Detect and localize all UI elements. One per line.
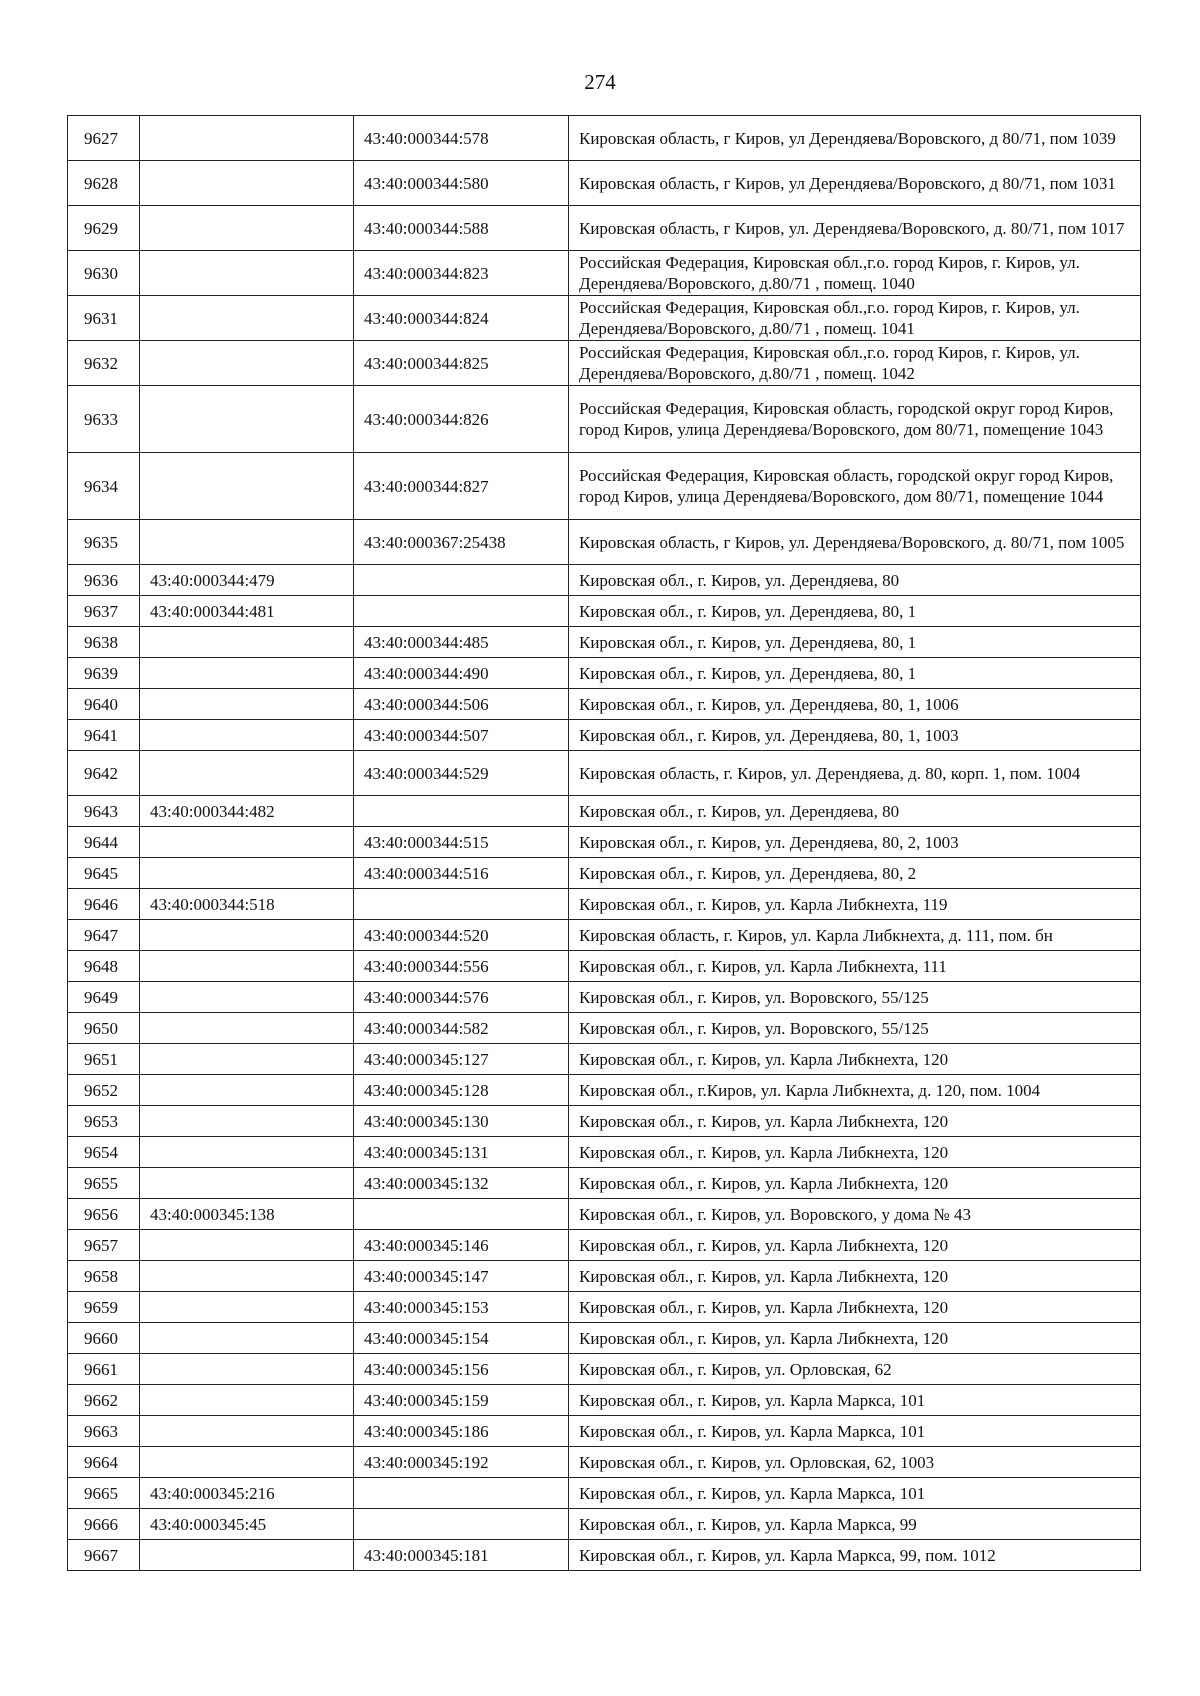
cadastral-number-a-cell [140,251,354,296]
cadastral-number-a-cell [140,1168,354,1199]
row-number-cell: 9646 [68,889,140,920]
table-row [68,520,1141,565]
table-row [68,951,1141,982]
row-number-cell: 9655 [68,1168,140,1199]
cadastral-number-b-cell: 43:40:000345:146 [354,1230,569,1261]
row-number-cell: 9653 [68,1106,140,1137]
table-row [68,1509,1141,1540]
cadastral-number-b-cell [354,1199,569,1230]
cadastral-number-a-cell [140,1261,354,1292]
cadastral-number-a-cell [140,1075,354,1106]
cadastral-number-b-cell: 43:40:000344:588 [354,206,569,251]
address-cell: Кировская обл., г. Киров, ул. Дерендяева, 80, 1 [569,658,1141,689]
table-row [68,206,1141,251]
address-cell: Кировская обл., г. Киров, ул. Дерендяева, 80, 1, 1003 [569,720,1141,751]
registry-table-body [68,116,1141,1571]
cadastral-number-b-cell: 43:40:000345:159 [354,1385,569,1416]
table-row [68,453,1141,520]
cadastral-number-b-cell: 43:40:000345:156 [354,1354,569,1385]
row-number-cell: 9633 [68,386,140,453]
cadastral-number-b-cell [354,796,569,827]
cadastral-number-a-cell: 43:40:000344:481 [140,596,354,627]
table-row [68,1199,1141,1230]
address-cell: Российская Федерация, Кировская область, городской округ город Киров, город Киров, улица Дерендяева/Воровского, дом 80/71, помещение 1044 [569,453,1141,520]
table-row [68,751,1141,796]
cadastral-number-b-cell: 43:40:000344:580 [354,161,569,206]
cadastral-number-a-cell: 43:40:000344:518 [140,889,354,920]
table-row [68,1044,1141,1075]
address-cell: Кировская обл., г. Киров, ул. Дерендяева, 80, 2 [569,858,1141,889]
address-cell: Кировская обл., г. Киров, ул. Дерендяева, 80 [569,565,1141,596]
address-cell: Кировская обл., г. Киров, ул. Орловская, 62 [569,1354,1141,1385]
table-row [68,1478,1141,1509]
address-cell: Кировская обл., г. Киров, ул. Воровского, 55/125 [569,982,1141,1013]
cadastral-number-a-cell [140,1044,354,1075]
cadastral-number-a-cell [140,1137,354,1168]
table-row [68,1075,1141,1106]
row-number-cell: 9631 [68,296,140,341]
cadastral-number-a-cell [140,453,354,520]
table-row [68,796,1141,827]
row-number-cell: 9663 [68,1416,140,1447]
row-number-cell: 9649 [68,982,140,1013]
cadastral-number-a-cell [140,296,354,341]
cadastral-number-a-cell [140,658,354,689]
row-number-cell: 9637 [68,596,140,627]
address-cell: Кировская обл., г. Киров, ул. Карла Либкнехта, 120 [569,1323,1141,1354]
row-number-cell: 9664 [68,1447,140,1478]
cadastral-number-b-cell: 43:40:000344:516 [354,858,569,889]
cadastral-number-b-cell: 43:40:000345:154 [354,1323,569,1354]
table-row [68,161,1141,206]
table-row [68,296,1141,341]
cadastral-number-a-cell [140,920,354,951]
cadastral-number-a-cell [140,116,354,161]
table-row [68,1106,1141,1137]
cadastral-number-a-cell [140,161,354,206]
address-cell: Кировская область, г Киров, ул. Дерендяева/Воровского, д. 80/71, пом 1005 [569,520,1141,565]
cadastral-number-b-cell: 43:40:000344:529 [354,751,569,796]
table-row [68,1292,1141,1323]
table-row [68,1168,1141,1199]
cadastral-number-b-cell: 43:40:000344:515 [354,827,569,858]
table-row [68,116,1141,161]
cadastral-number-a-cell [140,1447,354,1478]
cadastral-number-b-cell [354,1478,569,1509]
table-row [68,1416,1141,1447]
address-cell: Российская Федерация, Кировская обл.,г.о. город Киров, г. Киров, ул. Дерендяева/Воровского, д.80/71 , помещ. 1042 [569,341,1141,386]
cadastral-number-b-cell: 43:40:000344:824 [354,296,569,341]
page-number: 274 [584,70,616,94]
address-cell: Кировская область, г. Киров, ул. Карла Либкнехта, д. 111, пом. бн [569,920,1141,951]
cadastral-number-a-cell: 43:40:000344:479 [140,565,354,596]
address-cell: Кировская обл., г. Киров, ул. Карла Либкнехта, 120 [569,1292,1141,1323]
row-number-cell: 9640 [68,689,140,720]
row-number-cell: 9667 [68,1540,140,1571]
row-number-cell: 9650 [68,1013,140,1044]
table-row [68,1354,1141,1385]
cadastral-number-a-cell [140,951,354,982]
address-cell: Кировская обл., г. Киров, ул. Дерендяева, 80, 2, 1003 [569,827,1141,858]
table-row [68,596,1141,627]
cadastral-number-a-cell [140,386,354,453]
table-row [68,1540,1141,1571]
cadastral-number-b-cell: 43:40:000345:132 [354,1168,569,1199]
row-number-cell: 9630 [68,251,140,296]
address-cell: Кировская обл., г. Киров, ул. Карла Либкнехта, 120 [569,1044,1141,1075]
address-cell: Кировская обл., г. Киров, ул. Дерендяева, 80, 1, 1006 [569,689,1141,720]
cadastral-number-b-cell: 43:40:000345:128 [354,1075,569,1106]
cadastral-number-b-cell: 43:40:000344:826 [354,386,569,453]
cadastral-number-a-cell [140,1230,354,1261]
address-cell: Кировская обл., г. Киров, ул. Карла Либкнехта, 120 [569,1106,1141,1137]
address-cell: Кировская область, г Киров, ул. Дерендяева/Воровского, д. 80/71, пом 1017 [569,206,1141,251]
table-row [68,920,1141,951]
row-number-cell: 9643 [68,796,140,827]
row-number-cell: 9666 [68,1509,140,1540]
row-number-cell: 9661 [68,1354,140,1385]
cadastral-number-b-cell [354,565,569,596]
table-row [68,720,1141,751]
cadastral-number-a-cell [140,341,354,386]
cadastral-number-a-cell: 43:40:000345:216 [140,1478,354,1509]
row-number-cell: 9627 [68,116,140,161]
cadastral-number-b-cell [354,1509,569,1540]
table-row [68,982,1141,1013]
cadastral-number-b-cell: 43:40:000344:506 [354,689,569,720]
table-row [68,627,1141,658]
cadastral-number-b-cell: 43:40:000345:130 [354,1106,569,1137]
row-number-cell: 9648 [68,951,140,982]
cadastral-number-b-cell: 43:40:000344:827 [354,453,569,520]
cadastral-number-a-cell: 43:40:000345:138 [140,1199,354,1230]
table-row [68,1137,1141,1168]
cadastral-number-a-cell [140,858,354,889]
row-number-cell: 9639 [68,658,140,689]
address-cell: Кировская обл., г. Киров, ул. Карла Либкнехта, 111 [569,951,1141,982]
cadastral-number-b-cell: 43:40:000344:556 [354,951,569,982]
row-number-cell: 9629 [68,206,140,251]
cadastral-number-b-cell: 43:40:000345:147 [354,1261,569,1292]
cadastral-number-b-cell: 43:40:000344:825 [354,341,569,386]
cadastral-number-a-cell [140,1013,354,1044]
cadastral-number-b-cell: 43:40:000344:582 [354,1013,569,1044]
cadastral-number-b-cell [354,889,569,920]
cadastral-number-a-cell [140,1323,354,1354]
address-cell: Кировская обл., г. Киров, ул. Воровского, у дома № 43 [569,1199,1141,1230]
cadastral-number-b-cell: 43:40:000345:181 [354,1540,569,1571]
row-number-cell: 9644 [68,827,140,858]
cadastral-number-a-cell [140,1416,354,1447]
address-cell: Российская Федерация, Кировская обл.,г.о. город Киров, г. Киров, ул. Дерендяева/Воровского, д.80/71 , помещ. 1041 [569,296,1141,341]
address-cell: Кировская обл., г. Киров, ул. Карла Маркса, 101 [569,1416,1141,1447]
table-row [68,1447,1141,1478]
cadastral-number-b-cell: 43:40:000345:127 [354,1044,569,1075]
row-number-cell: 9657 [68,1230,140,1261]
address-cell: Кировская обл., г. Киров, ул. Дерендяева, 80, 1 [569,596,1141,627]
address-cell: Кировская обл., г.Киров, ул. Карла Либкнехта, д. 120, пом. 1004 [569,1075,1141,1106]
table-row [68,1323,1141,1354]
row-number-cell: 9656 [68,1199,140,1230]
cadastral-number-b-cell: 43:40:000367:25438 [354,520,569,565]
cadastral-number-a-cell [140,627,354,658]
cadastral-number-b-cell: 43:40:000344:485 [354,627,569,658]
address-cell: Российская Федерация, Кировская обл.,г.о. город Киров, г. Киров, ул. Дерендяева/Воровского, д.80/71 , помещ. 1040 [569,251,1141,296]
cadastral-number-b-cell: 43:40:000344:576 [354,982,569,1013]
cadastral-number-b-cell: 43:40:000345:192 [354,1447,569,1478]
address-cell: Кировская обл., г. Киров, ул. Карла Маркса, 99 [569,1509,1141,1540]
cadastral-number-a-cell [140,1540,354,1571]
cadastral-number-b-cell: 43:40:000344:823 [354,251,569,296]
table-row [68,1385,1141,1416]
address-cell: Кировская обл., г. Киров, ул. Карла Либкнехта, 120 [569,1168,1141,1199]
row-number-cell: 9628 [68,161,140,206]
address-cell: Кировская обл., г. Киров, ул. Орловская, 62, 1003 [569,1447,1141,1478]
cadastral-number-b-cell [354,596,569,627]
table-row [68,341,1141,386]
cadastral-number-a-cell [140,1385,354,1416]
row-number-cell: 9647 [68,920,140,951]
address-cell: Кировская обл., г. Киров, ул. Дерендяева, 80 [569,796,1141,827]
address-cell: Кировская область, г. Киров, ул. Дерендяева, д. 80, корп. 1, пом. 1004 [569,751,1141,796]
cadastral-number-a-cell: 43:40:000344:482 [140,796,354,827]
cadastral-number-a-cell [140,751,354,796]
row-number-cell: 9642 [68,751,140,796]
row-number-cell: 9659 [68,1292,140,1323]
row-number-cell: 9660 [68,1323,140,1354]
cadastral-number-a-cell [140,689,354,720]
cadastral-number-a-cell [140,720,354,751]
cadastral-number-a-cell [140,520,354,565]
table-row [68,1261,1141,1292]
address-cell: Кировская обл., г. Киров, ул. Карла Маркса, 101 [569,1478,1141,1509]
address-cell: Кировская обл., г. Киров, ул. Карла Либкнехта, 120 [569,1230,1141,1261]
row-number-cell: 9638 [68,627,140,658]
address-cell: Кировская область, г Киров, ул Дерендяева/Воровского, д 80/71, пом 1031 [569,161,1141,206]
cadastral-number-b-cell: 43:40:000344:490 [354,658,569,689]
table-row [68,658,1141,689]
registry-table [67,115,1141,1571]
table-row [68,1013,1141,1044]
address-cell: Кировская обл., г. Киров, ул. Дерендяева, 80, 1 [569,627,1141,658]
row-number-cell: 9632 [68,341,140,386]
row-number-cell: 9636 [68,565,140,596]
address-cell: Кировская обл., г. Киров, ул. Воровского, 55/125 [569,1013,1141,1044]
cadastral-number-a-cell [140,982,354,1013]
cadastral-number-b-cell: 43:40:000345:153 [354,1292,569,1323]
row-number-cell: 9654 [68,1137,140,1168]
cadastral-number-b-cell: 43:40:000344:578 [354,116,569,161]
row-number-cell: 9641 [68,720,140,751]
row-number-cell: 9635 [68,520,140,565]
cadastral-number-a-cell: 43:40:000345:45 [140,1509,354,1540]
address-cell: Кировская обл., г. Киров, ул. Карла Маркса, 101 [569,1385,1141,1416]
table-row [68,858,1141,889]
table-row [68,1230,1141,1261]
cadastral-number-a-cell [140,1354,354,1385]
cadastral-number-a-cell [140,206,354,251]
address-cell: Кировская область, г Киров, ул Дерендяева/Воровского, д 80/71, пом 1039 [569,116,1141,161]
cadastral-number-b-cell: 43:40:000345:186 [354,1416,569,1447]
row-number-cell: 9662 [68,1385,140,1416]
cadastral-number-a-cell [140,827,354,858]
row-number-cell: 9665 [68,1478,140,1509]
table-row [68,565,1141,596]
cadastral-number-b-cell: 43:40:000344:520 [354,920,569,951]
table-row [68,251,1141,296]
row-number-cell: 9652 [68,1075,140,1106]
address-cell: Кировская обл., г. Киров, ул. Карла Либкнехта, 120 [569,1137,1141,1168]
address-cell: Кировская обл., г. Киров, ул. Карла Либкнехта, 120 [569,1261,1141,1292]
address-cell: Российская Федерация, Кировская область, городской округ город Киров, город Киров, улица Дерендяева/Воровского, дом 80/71, помещение 1043 [569,386,1141,453]
row-number-cell: 9634 [68,453,140,520]
cadastral-number-a-cell [140,1292,354,1323]
cadastral-number-b-cell: 43:40:000344:507 [354,720,569,751]
table-row [68,827,1141,858]
cadastral-number-a-cell [140,1106,354,1137]
row-number-cell: 9645 [68,858,140,889]
cadastral-number-b-cell: 43:40:000345:131 [354,1137,569,1168]
table-row [68,689,1141,720]
row-number-cell: 9658 [68,1261,140,1292]
table-row [68,889,1141,920]
address-cell: Кировская обл., г. Киров, ул. Карла Маркса, 99, пом. 1012 [569,1540,1141,1571]
address-cell: Кировская обл., г. Киров, ул. Карла Либкнехта, 119 [569,889,1141,920]
row-number-cell: 9651 [68,1044,140,1075]
table-row [68,386,1141,453]
